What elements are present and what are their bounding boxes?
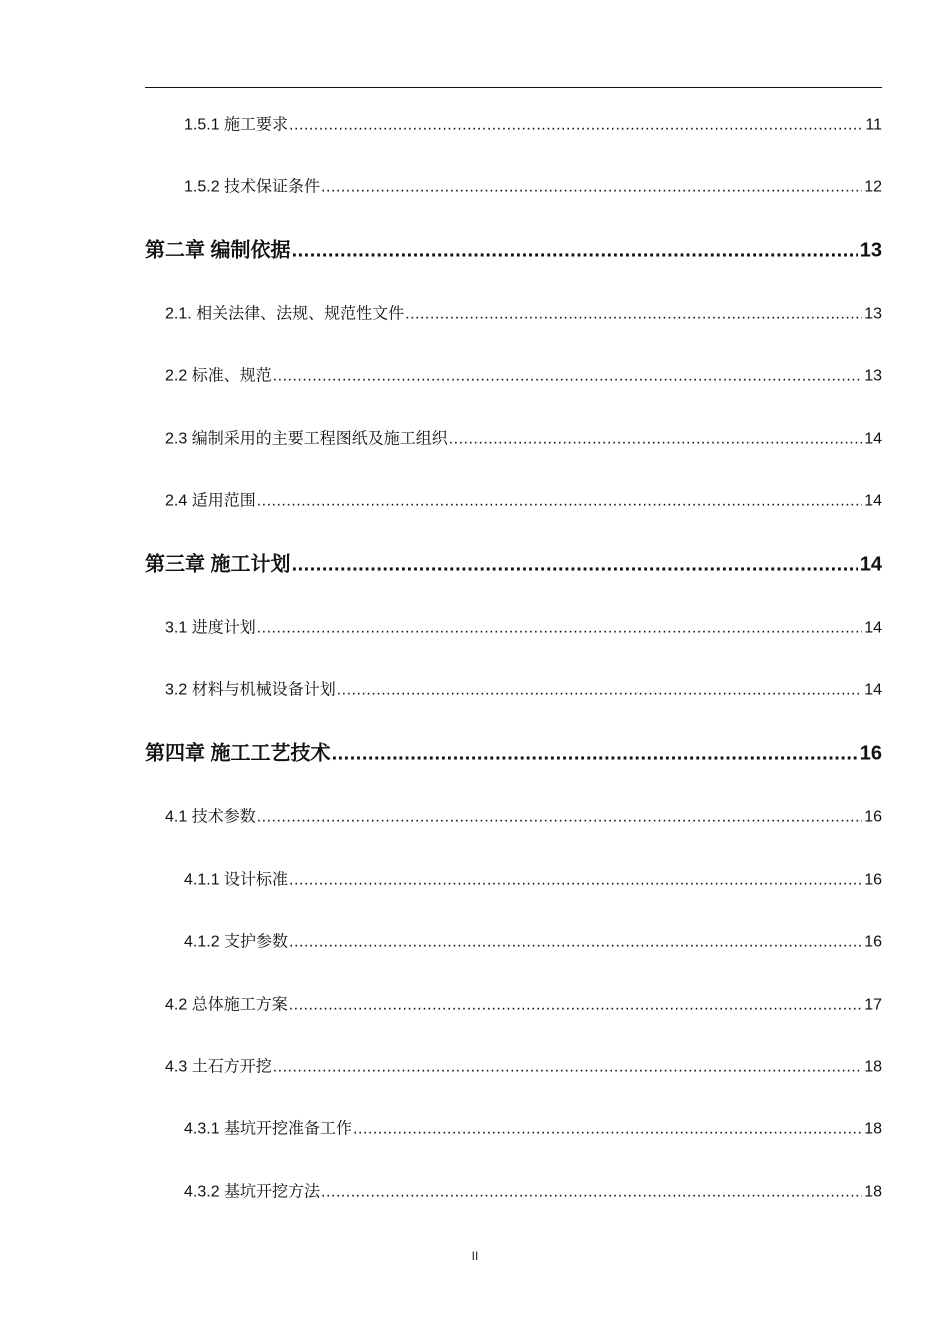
toc-entry-page: 14: [864, 681, 882, 699]
toc-entry-title: 第二章 编制依据: [145, 239, 291, 262]
toc-entry[interactable]: [184, 1116, 882, 1139]
toc-entry-page: 14: [864, 492, 882, 510]
toc-leader-dots: [405, 306, 862, 324]
toc-entry-page: 18: [864, 1058, 882, 1076]
toc-entry[interactable]: [165, 615, 882, 638]
toc-entry[interactable]: [165, 488, 882, 511]
toc-entry[interactable]: [184, 929, 882, 952]
toc-entry-page: 17: [864, 996, 882, 1014]
toc-entry-page: 14: [864, 619, 882, 637]
toc-leader-dots: [257, 809, 863, 827]
toc-entry-title: 4.1 技术参数: [165, 808, 256, 826]
toc-leader-dots: [257, 620, 863, 638]
toc-entry-page: 18: [864, 1120, 882, 1138]
toc-entry-title: 4.3.1 基坑开挖准备工作: [184, 1120, 353, 1138]
toc-entry-page: 16: [864, 808, 882, 826]
toc-leader-dots: [292, 554, 858, 577]
toc-entry-title: 4.1.1 设计标准: [184, 871, 289, 889]
toc-entry-title: 2.2 标准、规范: [165, 367, 272, 385]
toc-entry[interactable]: [165, 677, 882, 700]
toc-entry[interactable]: [165, 426, 882, 449]
toc-entry[interactable]: [165, 804, 882, 827]
toc-entry[interactable]: [165, 301, 882, 324]
toc-leader-dots: [353, 1121, 862, 1139]
toc-leader-dots: [449, 431, 863, 449]
toc-entry-title: 4.3 土石方开挖: [165, 1058, 272, 1076]
toc-entry-title: 1.5.2 技术保证条件: [184, 178, 321, 196]
toc-entry[interactable]: [184, 867, 882, 890]
toc-leader-dots: [273, 1059, 863, 1077]
toc-entry-page: 16: [864, 871, 882, 889]
toc-entry-title: 3.1 进度计划: [165, 619, 256, 637]
toc-entry-title: 4.3.2 基坑开挖方法: [184, 1183, 321, 1201]
toc-leader-dots: [257, 493, 863, 511]
toc-leader-dots: [321, 1184, 862, 1202]
toc-entry-page: 13: [864, 305, 882, 323]
toc-chapter-entry[interactable]: [145, 234, 882, 263]
toc-leader-dots: [289, 997, 863, 1015]
toc-entry[interactable]: [165, 363, 882, 386]
toc-leader-dots: [289, 117, 863, 135]
toc-leader-dots: [292, 240, 858, 263]
toc-entry-page: 16: [864, 933, 882, 951]
toc-entry-title: 第四章 施工工艺技术: [145, 742, 331, 765]
toc-entry-title: 3.2 材料与机械设备计划: [165, 681, 336, 699]
toc-entry-page: 14: [859, 553, 882, 576]
toc-entry[interactable]: [165, 1054, 882, 1077]
toc-entry[interactable]: [165, 992, 882, 1015]
toc-entry-page: 14: [864, 430, 882, 448]
toc-entry-title: 4.1.2 支护参数: [184, 933, 289, 951]
page-number: II: [471, 1249, 479, 1263]
toc-entry-page: 18: [864, 1183, 882, 1201]
toc-leader-dots: [337, 682, 863, 700]
toc-entry-page: 11: [865, 116, 882, 134]
toc-entry-page: 16: [859, 742, 882, 765]
toc-leader-dots: [332, 743, 858, 766]
toc-entry[interactable]: [184, 112, 882, 135]
toc-entry-title: 2.1. 相关法律、法规、规范性文件: [165, 305, 405, 323]
toc-leader-dots: [289, 934, 862, 952]
toc-entry-title: 第三章 施工计划: [145, 553, 291, 576]
toc-leader-dots: [273, 368, 863, 386]
toc-entry[interactable]: [184, 174, 882, 197]
toc-entry-title: 2.3 编制采用的主要工程图纸及施工组织: [165, 430, 448, 448]
toc-leader-dots: [321, 179, 862, 197]
toc-entry-page: 13: [859, 239, 882, 262]
toc-entry-title: 1.5.1 施工要求: [184, 116, 289, 134]
toc-chapter-entry[interactable]: [145, 548, 882, 577]
toc-entry-page: 12: [864, 178, 882, 196]
toc-entry-page: 13: [864, 367, 882, 385]
toc-entry-title: 2.4 适用范围: [165, 492, 256, 510]
toc-chapter-entry[interactable]: [145, 737, 882, 766]
toc-entry[interactable]: [184, 1179, 882, 1202]
toc-leader-dots: [289, 872, 862, 890]
toc-entry-title: 4.2 总体施工方案: [165, 996, 288, 1014]
